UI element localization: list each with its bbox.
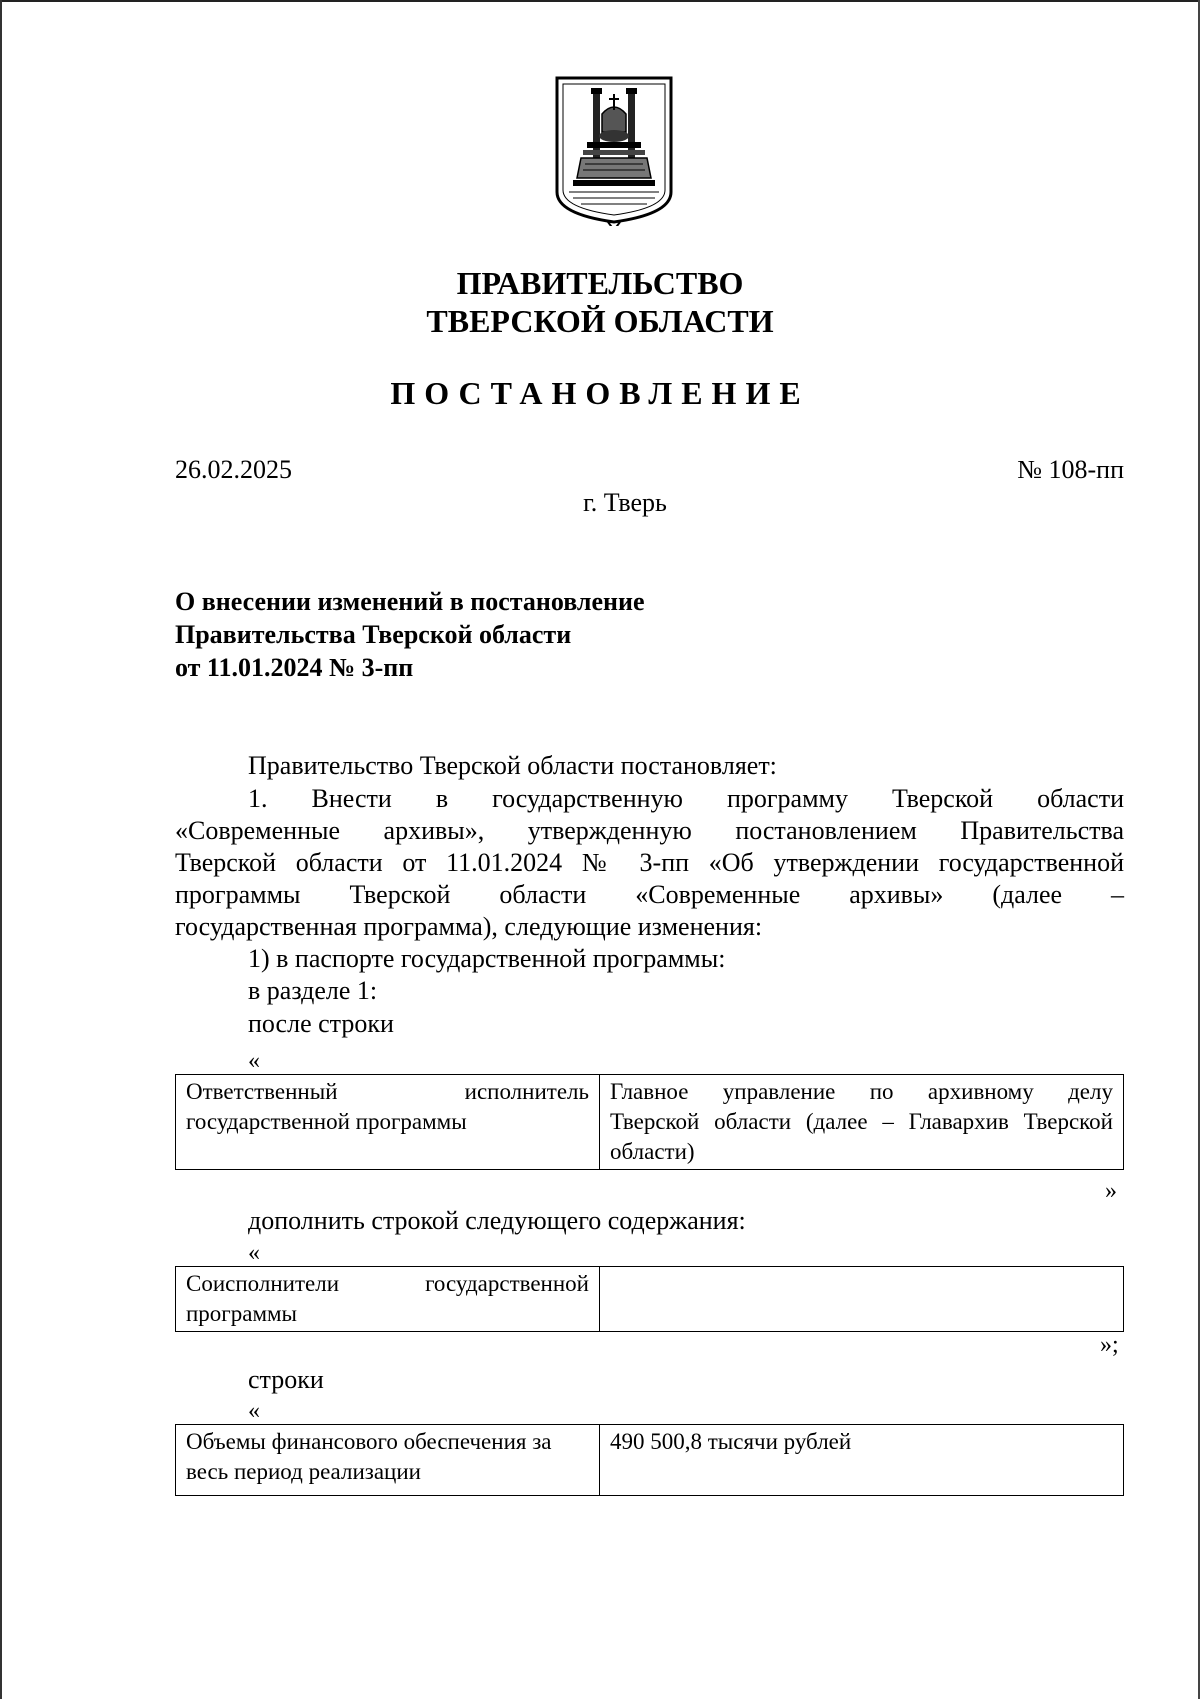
cell-text: Главное управление по архивному делу [610, 1079, 1113, 1104]
section-label: в разделе 1: [248, 976, 378, 1005]
table-row [176, 1425, 1124, 1496]
document-type-title: ПОСТАНОВЛЕНИЕ [390, 375, 810, 411]
cell-text: области) [610, 1139, 695, 1164]
responsible-executor-table [175, 1074, 1124, 1170]
coat-of-arms-icon [553, 74, 675, 226]
cell-text: Объемы финансового обеспечения за [186, 1429, 552, 1454]
table-row [176, 1075, 1124, 1170]
cell-text: программы [186, 1301, 298, 1326]
table-cell-right: 490 500,8 тысячи рублей [600, 1425, 1124, 1496]
open-quote: « [248, 1240, 260, 1266]
paragraph-1-line: 1. Внести в государственную программу Тверской области [248, 784, 1124, 813]
table-cell-left [176, 1267, 600, 1332]
cell-text: Соисполнители государственной [186, 1271, 589, 1296]
organization-name-line1: ПРАВИТЕЛЬСТВО [456, 265, 744, 301]
co-executors-table [175, 1266, 1124, 1332]
cell-text: Тверской области (далее – Главархив Тверской [610, 1109, 1113, 1134]
table-cell-left [176, 1425, 600, 1496]
paragraph-1-line: «Современные архивы», утвержденную постановлением Правительства [175, 816, 1124, 845]
cell-text: государственной программы [186, 1109, 467, 1134]
paragraph-1-line: Тверской области от 11.01.2024 № 3-пп «Об утверждении государственной [175, 848, 1124, 877]
paragraph-1-line: программы Тверской области «Современные архивы» (далее – [175, 880, 1124, 909]
table-cell-right [600, 1075, 1124, 1170]
subject-line: от 11.01.2024 № 3-пп [175, 653, 414, 682]
after-row-label: после строки [248, 1009, 394, 1038]
paragraph-1-line: государственная программа), следующие изменения: [175, 912, 763, 941]
close-quote-semicolon: »; [1100, 1332, 1119, 1358]
item-1: 1) в паспорте государственной программы: [248, 944, 726, 973]
document-city: г. Тверь [583, 488, 667, 517]
table-cell-left [176, 1075, 600, 1170]
cell-text: весь период реализации [186, 1459, 421, 1484]
open-quote: « [248, 1048, 260, 1074]
scan-edge-top [0, 0, 1200, 2]
rows-label: строки [248, 1365, 324, 1394]
cell-text: Ответственный исполнитель [186, 1079, 589, 1104]
organization-name-line2: ТВЕРСКОЙ ОБЛАСТИ [426, 303, 774, 339]
document-subject [175, 585, 645, 684]
financing-table [175, 1424, 1124, 1496]
subject-line: О внесении изменений в постановление [175, 587, 645, 616]
scan-edge-left [0, 0, 2, 1699]
preamble: Правительство Тверской области постановляет: [248, 751, 777, 780]
subject-line: Правительства Тверской области [175, 620, 572, 649]
document-date: 26.02.2025 [175, 455, 292, 484]
table-cell-right [600, 1267, 1124, 1332]
close-quote: » [1105, 1178, 1117, 1204]
supplement-label: дополнить строкой следующего содержания: [248, 1206, 746, 1235]
open-quote: « [248, 1398, 260, 1424]
document-number: № 108-пп [1017, 455, 1124, 484]
table-row [176, 1267, 1124, 1332]
